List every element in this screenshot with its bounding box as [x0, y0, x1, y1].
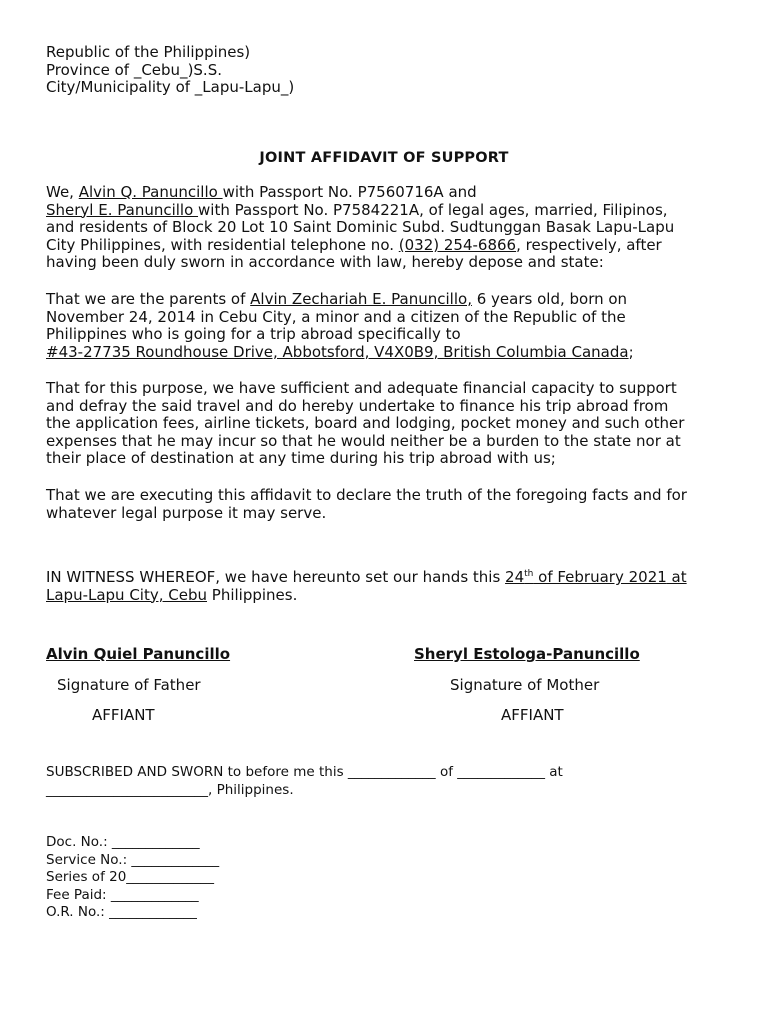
affiant-father-name: Alvin Q. Panuncillo: [78, 183, 223, 201]
document-title: JOINT AFFIDAVIT OF SUPPORT: [259, 150, 509, 166]
paragraph-affiants: We, Alvin Q. Panuncillo with Passport No. P7560716A and Sheryl E. Panuncillo with Passport No. P7584221A, of legal ages, married, Filipinos, and residents of Block 20 Lot 10 Saint Dominic Subd. Sudtunggan Basak Lapu-Lapu City Philippines, with residential telephone no. (032) 254-6866, respectively, after having been duly sworn in accordance with law, hereby depose and state:: [46, 183, 675, 272]
mother-affiant-label: AFFIANT: [501, 706, 564, 724]
service-no: Service No.: _____________: [46, 851, 220, 868]
or-no: O.R. No.: _____________: [46, 904, 197, 920]
father-signature-name: Alvin Quiel Panuncillo: [46, 645, 231, 663]
venue-header: [46, 44, 294, 97]
jurat: SUBSCRIBED AND SWORN to before me this _____________ of _____________ at ________________________, Philippines.: [46, 764, 563, 798]
paragraph-child: That we are the parents of Alvin Zechariah E. Panuncillo, 6 years old, born on November 24, 2014 in Cebu City, a minor and a citizen of the Republic of the Philippines who is going for a trip abroad specifically to #43-27735 Roundhouse Drive, Abbotsford, V4X0B9, British Columbia Canada;: [46, 290, 634, 361]
paragraph-purpose: That we are executing this affidavit to declare the truth of the foregoing facts and for whatever legal purpose it may serve.: [46, 486, 687, 522]
affiant-mother-name: Sheryl E. Panuncillo: [46, 200, 199, 219]
destination-address: #43-27735 Roundhouse Drive, Abbotsford, V4X0B9, British Columbia Canada: [46, 342, 629, 361]
telephone-number: (032) 254-6866: [398, 235, 517, 254]
venue-country: Republic of the Philippines): [46, 43, 251, 61]
notarial-registry: [46, 834, 219, 922]
mother-signature-label: Signature of Mother: [450, 676, 600, 694]
witness-date: 24th of February 2021: [505, 568, 667, 586]
paragraph-support: That for this purpose, we have sufficient and adequate financial capacity to support and defray the said travel and do hereby undertake to finance his trip abroad from the application fees, airline tickets, board and lodging, pocket money and such other expenses that he may incur so that he would neither be a burden to the state nor at their place of destination at any time during his trip abroad with us;: [46, 379, 685, 468]
fee-paid: Fee Paid: _____________: [46, 886, 199, 903]
child-name: Alvin Zechariah E. Panuncillo,: [250, 290, 472, 308]
father-affiant-label: AFFIANT: [92, 706, 155, 724]
venue-province: Province of _Cebu_)S.S.: [46, 60, 222, 79]
doc-no: Doc. No.: _____________: [46, 834, 200, 850]
mother-signature-name: Sheryl Estologa-Panuncillo: [414, 645, 640, 663]
venue-city: City/Municipality of _Lapu-Lapu_): [46, 78, 295, 97]
city-value: _Lapu-Lapu_: [194, 78, 289, 97]
province-value: _Cebu_: [133, 60, 188, 79]
father-signature-label: Signature of Father: [57, 676, 201, 694]
witness-clause: IN WITNESS WHEREOF, we have hereunto set our hands this 24th of February 2021 at Lapu-Lapu City, Cebu Philippines.: [46, 568, 687, 604]
witness-place: Lapu-Lapu City, Cebu: [46, 585, 208, 604]
series-of: Series of 20_____________: [46, 869, 215, 885]
